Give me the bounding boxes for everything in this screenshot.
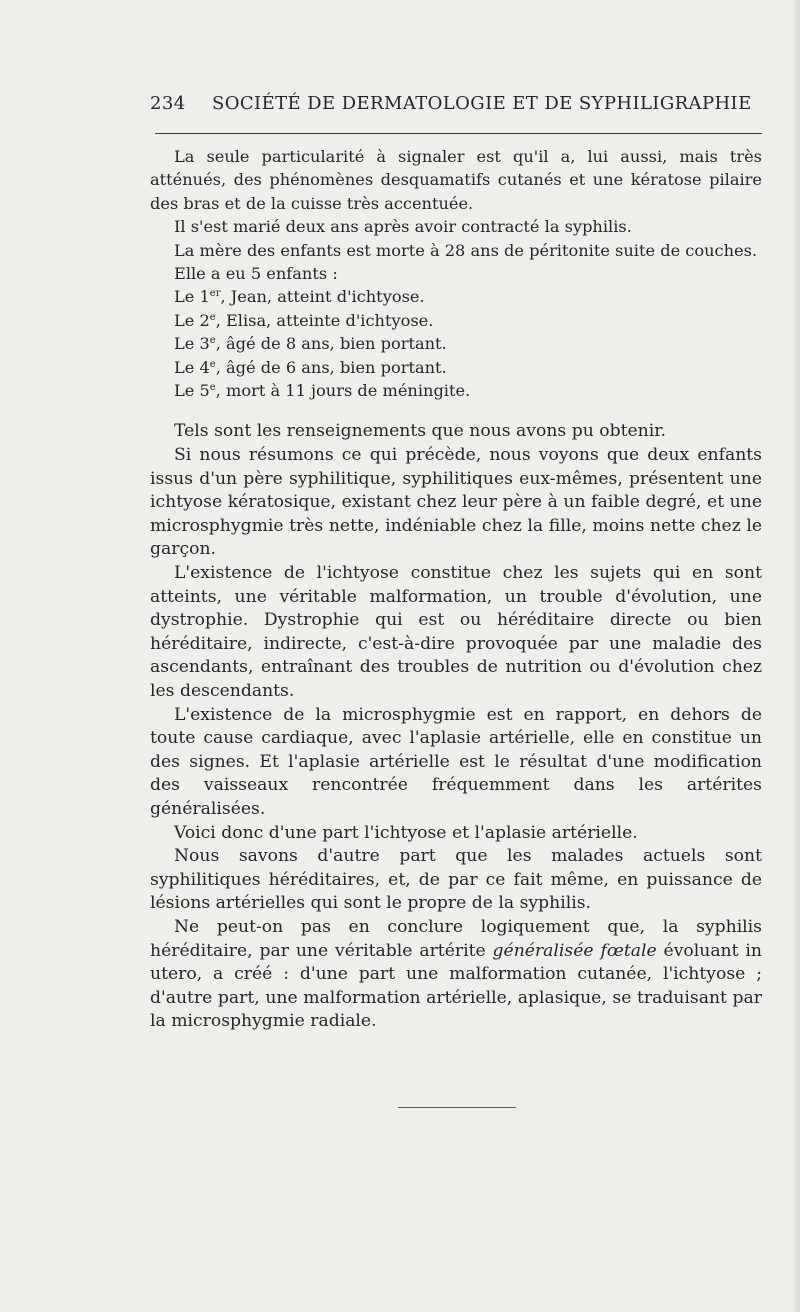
paragraph: Tels sont les renseignements que nous avons pu obtenir. [174,421,667,442]
italic-phrase: généralisée fœtale [492,940,657,961]
paragraph: La mère des enfants est morte à 28 ans de péritonite suite de couches. [174,240,758,260]
body-text [150,145,762,1034]
child-entry: Le 1er, Jean, atteint d'ichtyose. [174,287,425,307]
conclusion-section [150,420,762,1033]
paragraph: Il s'est marié deux ans après avoir contracté la syphilis. [174,217,632,237]
header-rule [155,133,762,134]
paragraph: Si nous résumons ce qui précède, nous voyons que deux enfants issus d'un père syphilitique, syphilitiques eux-mêmes, présentent une ichtyose kératosique, existant chez leur père à un faible degré, et une microsphygmie très nette, indéniable chez la fille, moins nette chez le garçon. [150,445,762,560]
child-entry: Le 5e, mort à 11 jours de méningite. [174,381,471,401]
child-entry: Le 4e, âgé de 6 ans, bien portant. [174,357,447,377]
running-title: SOCIÉTÉ DE DERMATOLOGIE ET DE SYPHILIGRAPHIE [212,93,752,114]
paragraph: L'existence de l'ichtyose constitue chez les sujets qui en sont atteints, une véritable malformation, un trouble d'évolution, une dystrophie. Dystrophie qui est ou héréditaire directe ou bien héréditaire, indirecte, c'est-à-dire provoquée par une maladie des ascendants, entraînant des troubles de nutrition ou d'évolution chez les descendants. [150,563,762,701]
running-header [150,93,762,123]
paragraph: L'existence de la microsphygmie est en rapport, en dehors de toute cause cardiaque, avec l'aplasie artérielle, elle en constitue un des signes. Et l'aplasie artérielle est le résultat d'une modification des vaisseaux rencontrée fréquemment dans les artérites généralisées. [150,704,762,819]
paragraph: Voici donc d'une part l'ichtyose et l'aplasie artérielle. [174,822,638,843]
page-number: 234 [150,93,186,114]
page-edge [794,0,800,1312]
paragraph: Ne peut-on pas en conclure logiquement que, la syphilis héréditaire, par une véritable artérite généralisée fœtale évoluant in utero, a créé : d'une part une malformation cutanée, l'ichtyose ; d'autre part, une malformation artérielle, aplasique, se traduisant par la microsphygmie radiale. [150,916,762,1032]
paragraph: Nous savons d'autre part que les malades actuels sont syphilitiques héréditaires, et, de par ce fait même, en puissance de lésions artérielles qui sont le propre de la syphilis. [150,846,762,914]
paragraph: Elle a eu 5 enfants : [174,264,338,284]
child-entry: Le 2e, Elisa, atteinte d'ichtyose. [174,310,434,330]
child-entry: Le 3e, âgé de 8 ans, bien portant. [174,334,447,354]
end-rule [398,1107,516,1108]
paragraph: La seule particularité à signaler est qu'il a, lui aussi, mais très atténués, des phénomènes desquamatifs cutanés et une kératose pilaire des bras et de la cuisse très accentuée. [150,147,762,213]
